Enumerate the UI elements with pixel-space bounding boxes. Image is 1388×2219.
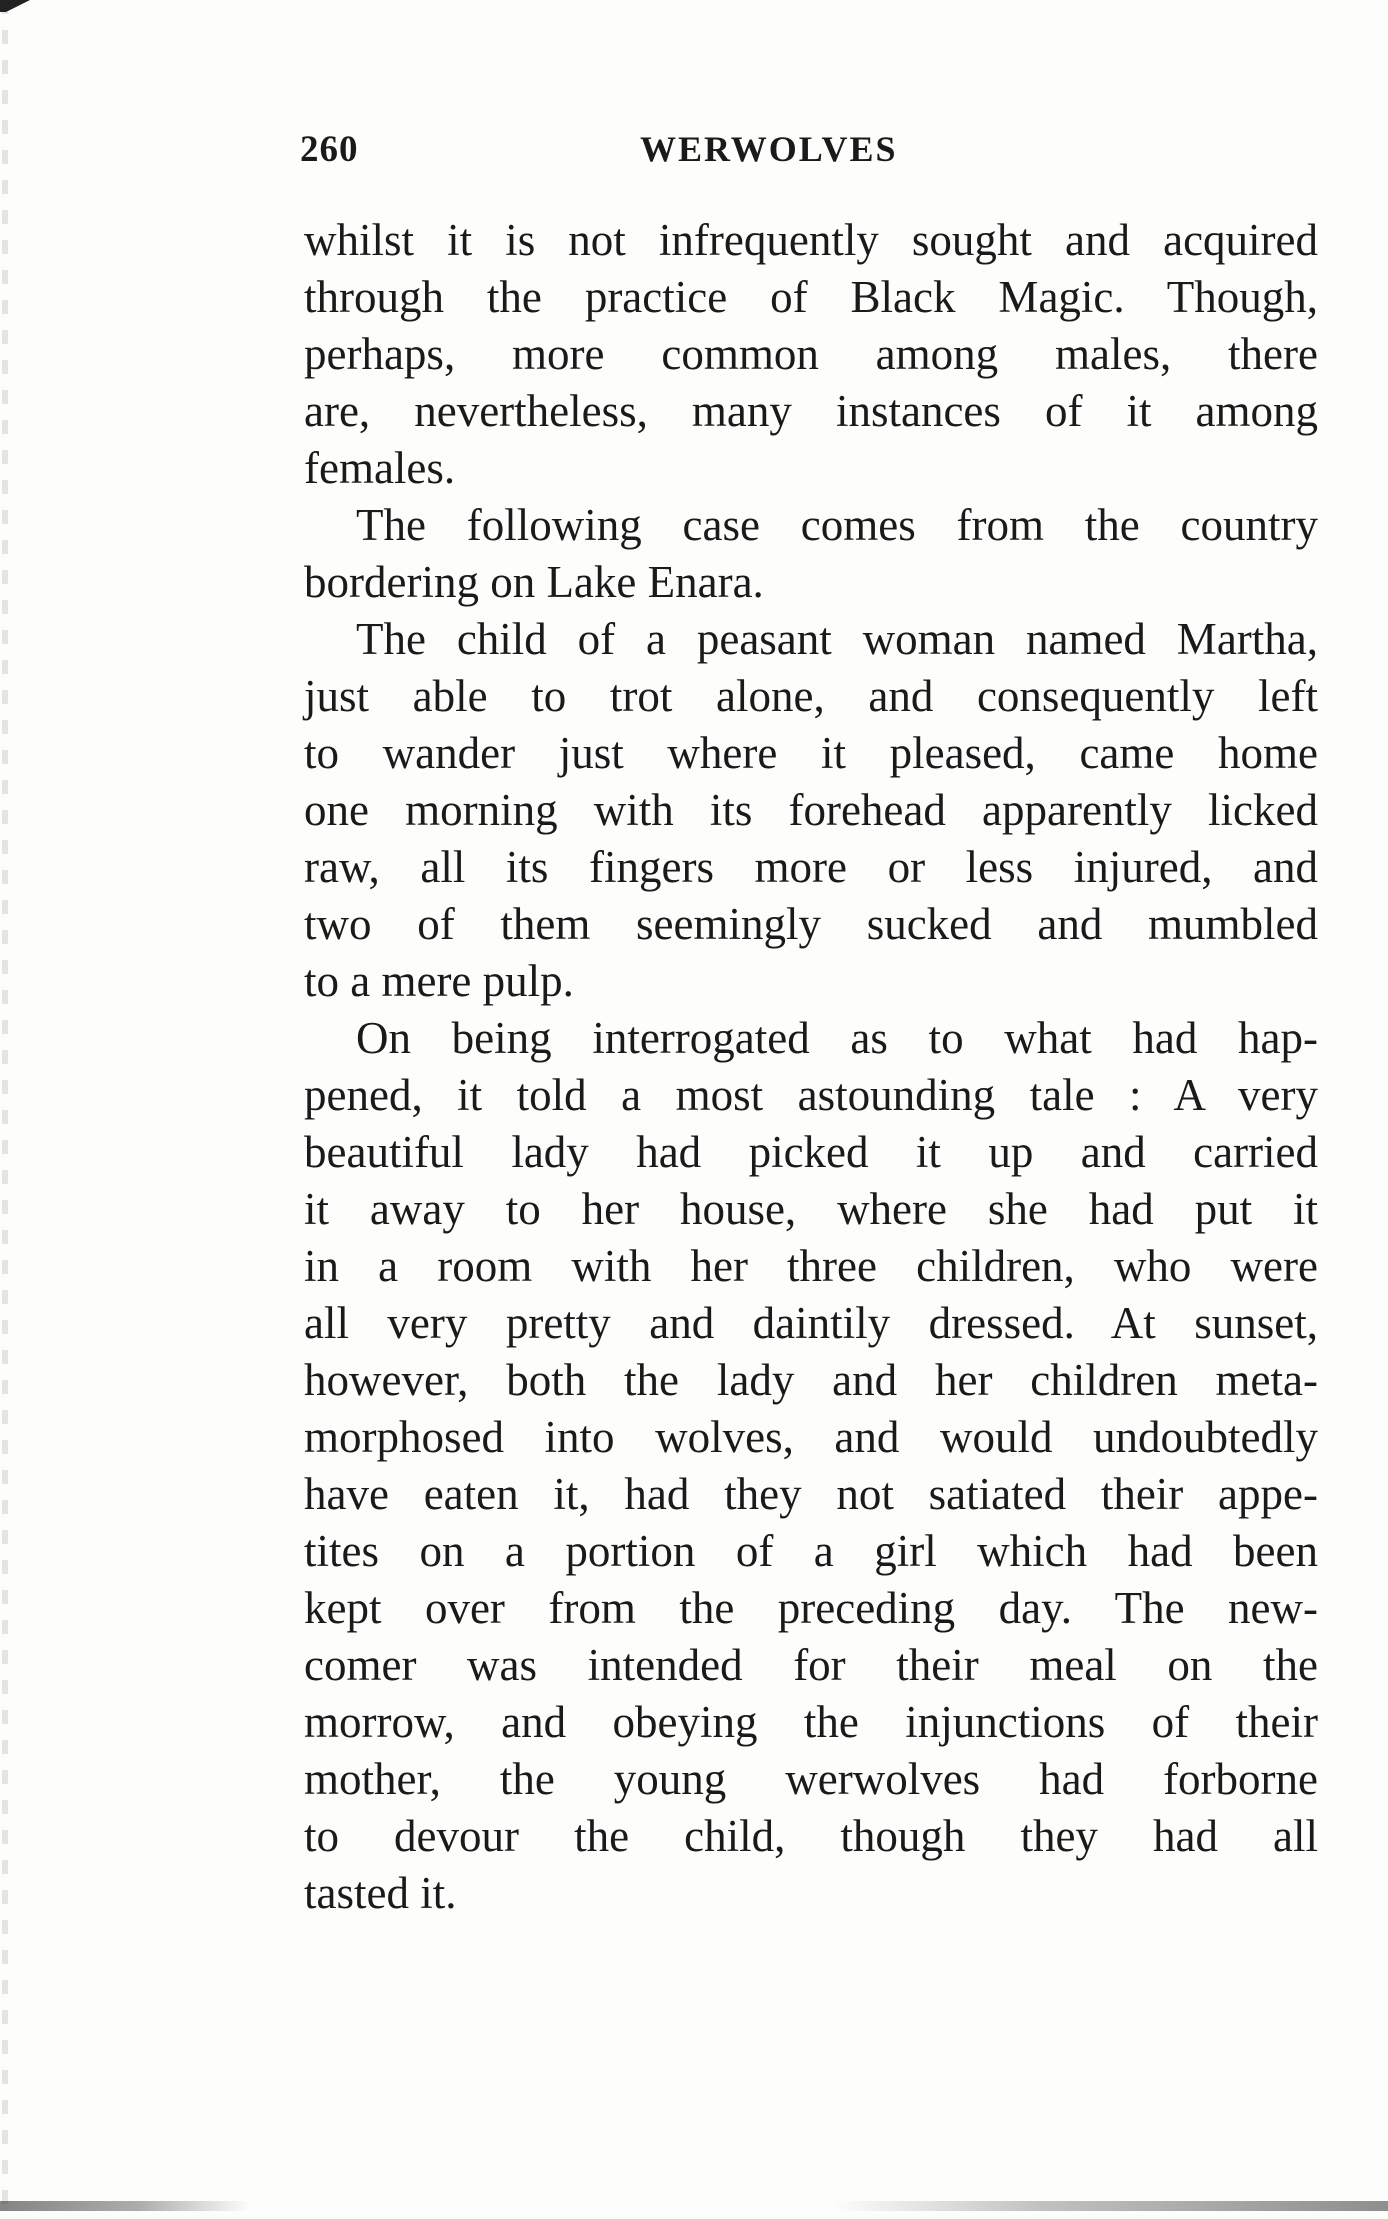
text-line: all very pretty and daintily dressed. At sunset, (304, 1298, 1318, 1348)
text-line: whilst it is not infrequently sought and acquired (304, 215, 1318, 265)
text-line: two of them seemingly sucked and mumbled (304, 899, 1318, 949)
text-line: pened, it told a most astounding tale : A very (304, 1070, 1318, 1120)
text-line: morphosed into wolves, and would undoubtedly (304, 1412, 1318, 1462)
page-header (300, 128, 980, 178)
text-line: bordering on Lake Enara. (304, 557, 764, 607)
text-line: tasted it. (304, 1868, 457, 1918)
text-line: tites on a portion of a girl which had been (304, 1526, 1318, 1576)
text-line: perhaps, more common among males, there (304, 329, 1318, 379)
body-text (304, 212, 1318, 1922)
text-line: mother, the young werwolves had forborne (304, 1754, 1318, 1804)
text-line: On being interrogated as to what had hap- (356, 1013, 1318, 1063)
text-line: raw, all its fingers more or less injured, and (304, 842, 1318, 892)
running-title: WERWOLVES (640, 129, 898, 169)
text-line: comer was intended for their meal on the (304, 1640, 1318, 1690)
text-line: it away to her house, where she had put it (304, 1184, 1318, 1234)
text-line: one morning with its forehead apparently licked (304, 785, 1318, 835)
text-line: in a room with her three children, who were (304, 1241, 1318, 1291)
text-line: are, nevertheless, many instances of it among (304, 386, 1318, 436)
text-line: females. (304, 443, 456, 493)
text-line: just able to trot alone, and consequently left (304, 671, 1318, 721)
scan-edge-left (2, 0, 8, 2219)
text-line: The following case comes from the country (356, 500, 1318, 550)
paragraph-3 (304, 611, 1318, 1010)
text-line: kept over from the preceding day. The new- (304, 1583, 1318, 1633)
text-line: to wander just where it pleased, came home (304, 728, 1318, 778)
paragraph-4 (304, 1010, 1318, 1922)
scan-edge-bottom (0, 2201, 1388, 2211)
paragraph-1 (304, 212, 1318, 497)
text-line: through the practice of Black Magic. Though, (304, 272, 1318, 322)
text-line: morrow, and obeying the injunctions of their (304, 1697, 1318, 1747)
text-line: to devour the child, though they had all (304, 1811, 1318, 1861)
text-line: to a mere pulp. (304, 956, 574, 1006)
text-line: The child of a peasant woman named Martha, (356, 614, 1318, 664)
scan-corner-mark (0, 0, 30, 12)
page-number: 260 (300, 129, 359, 170)
text-line: beautiful lady had picked it up and carried (304, 1127, 1318, 1177)
text-line: have eaten it, had they not satiated their appe- (304, 1469, 1318, 1519)
text-line: however, both the lady and her children meta- (304, 1355, 1318, 1405)
paragraph-2 (304, 497, 1318, 611)
